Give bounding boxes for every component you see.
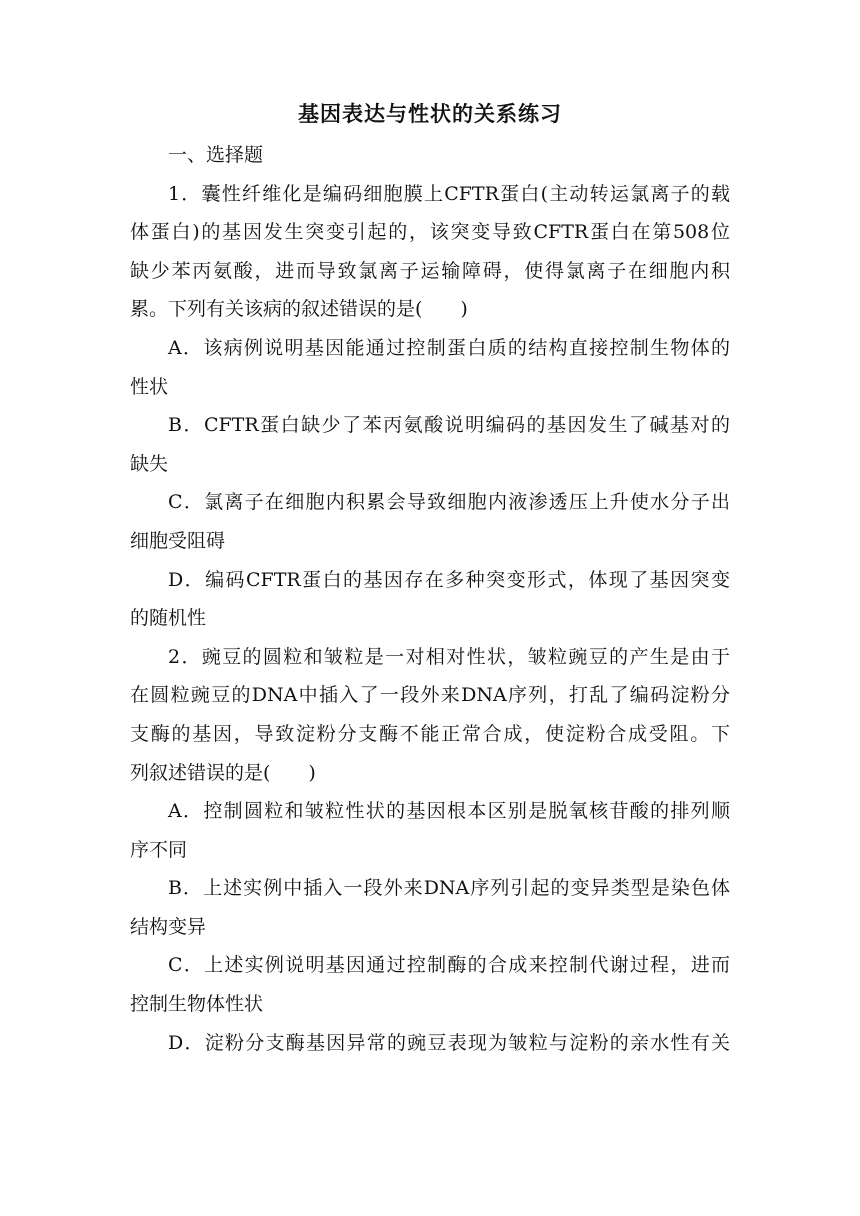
option-line: B．上述实例中插入一段外来DNA序列引起的变异类型是染色体 [168,877,730,900]
section-heading: 一、选择题 [168,144,264,166]
document-title: 基因表达与性状的关系练习 [298,101,562,126]
option-line: C．氯离子在细胞内积累会导致细胞内液渗透压上升使水分子出 [168,491,730,514]
option-line: A．控制圆粒和皱粒性状的基因根本区别是脱氧核苷酸的排列顺 [168,800,730,823]
option-line: C．上述实例说明基因通过控制酶的合成来控制代谢过程，进而 [168,954,730,977]
option-line: D．编码CFTR蛋白的基因存在多种突变形式，体现了基因突变 [168,568,730,591]
option-line: 的随机性 [130,607,207,630]
question-1-stem-line: 缺少苯丙氨酸，进而导致氯离子运输障碍，使得氯离子在细胞内积 [130,259,730,282]
question-2-option-d [130,1024,730,1063]
question-1-stem-line: 累。下列有关该病的叙述错误的是( ) [130,298,468,321]
option-line: 性状 [130,375,169,398]
option-line: 缺失 [130,452,169,475]
option-line: 序不同 [130,838,188,861]
question-2-stem-line: 列叙述错误的是( ) [130,761,316,784]
question-1-option-c [130,483,730,560]
question-2-option-c [130,946,730,1023]
option-line: D．淀粉分支酶基因异常的豌豆表现为皱粒与淀粉的亲水性有关 [168,1031,730,1054]
question-1-stem-line: 1．囊性纤维化是编码细胞膜上CFTR蛋白(主动转运氯离子的载 [168,182,730,205]
question-2-stem-line: 支酶的基因，导致淀粉分支酶不能正常合成，使淀粉合成受阻。下 [130,722,730,745]
document-page [130,96,730,1062]
question-1-option-a [130,329,730,406]
question-2 [130,638,730,1063]
question-2-stem-line: 在圆粒豌豆的DNA中插入了一段外来DNA序列，打乱了编码淀粉分 [130,684,730,707]
question-1-option-b [130,406,730,483]
question-1 [130,175,730,638]
question-2-stem-line: 2．豌豆的圆粒和皱粒是一对相对性状，皱粒豌豆的产生是由于 [168,645,730,668]
option-line: 控制生物体性状 [130,993,264,1016]
question-1-option-d [130,561,730,638]
option-line: 结构变异 [130,915,207,938]
question-2-option-a [130,792,730,869]
option-line: 细胞受阻碍 [130,529,226,552]
question-1-stem-line: 体蛋白)的基因发生突变引起的，该突变导致CFTR蛋白在第508位 [130,221,730,244]
question-2-option-b [130,869,730,946]
option-line: A．该病例说明基因能通过控制蛋白质的结构直接控制生物体的 [168,336,730,359]
option-line: B．CFTR蛋白缺少了苯丙氨酸说明编码的基因发生了碱基对的 [168,414,730,437]
